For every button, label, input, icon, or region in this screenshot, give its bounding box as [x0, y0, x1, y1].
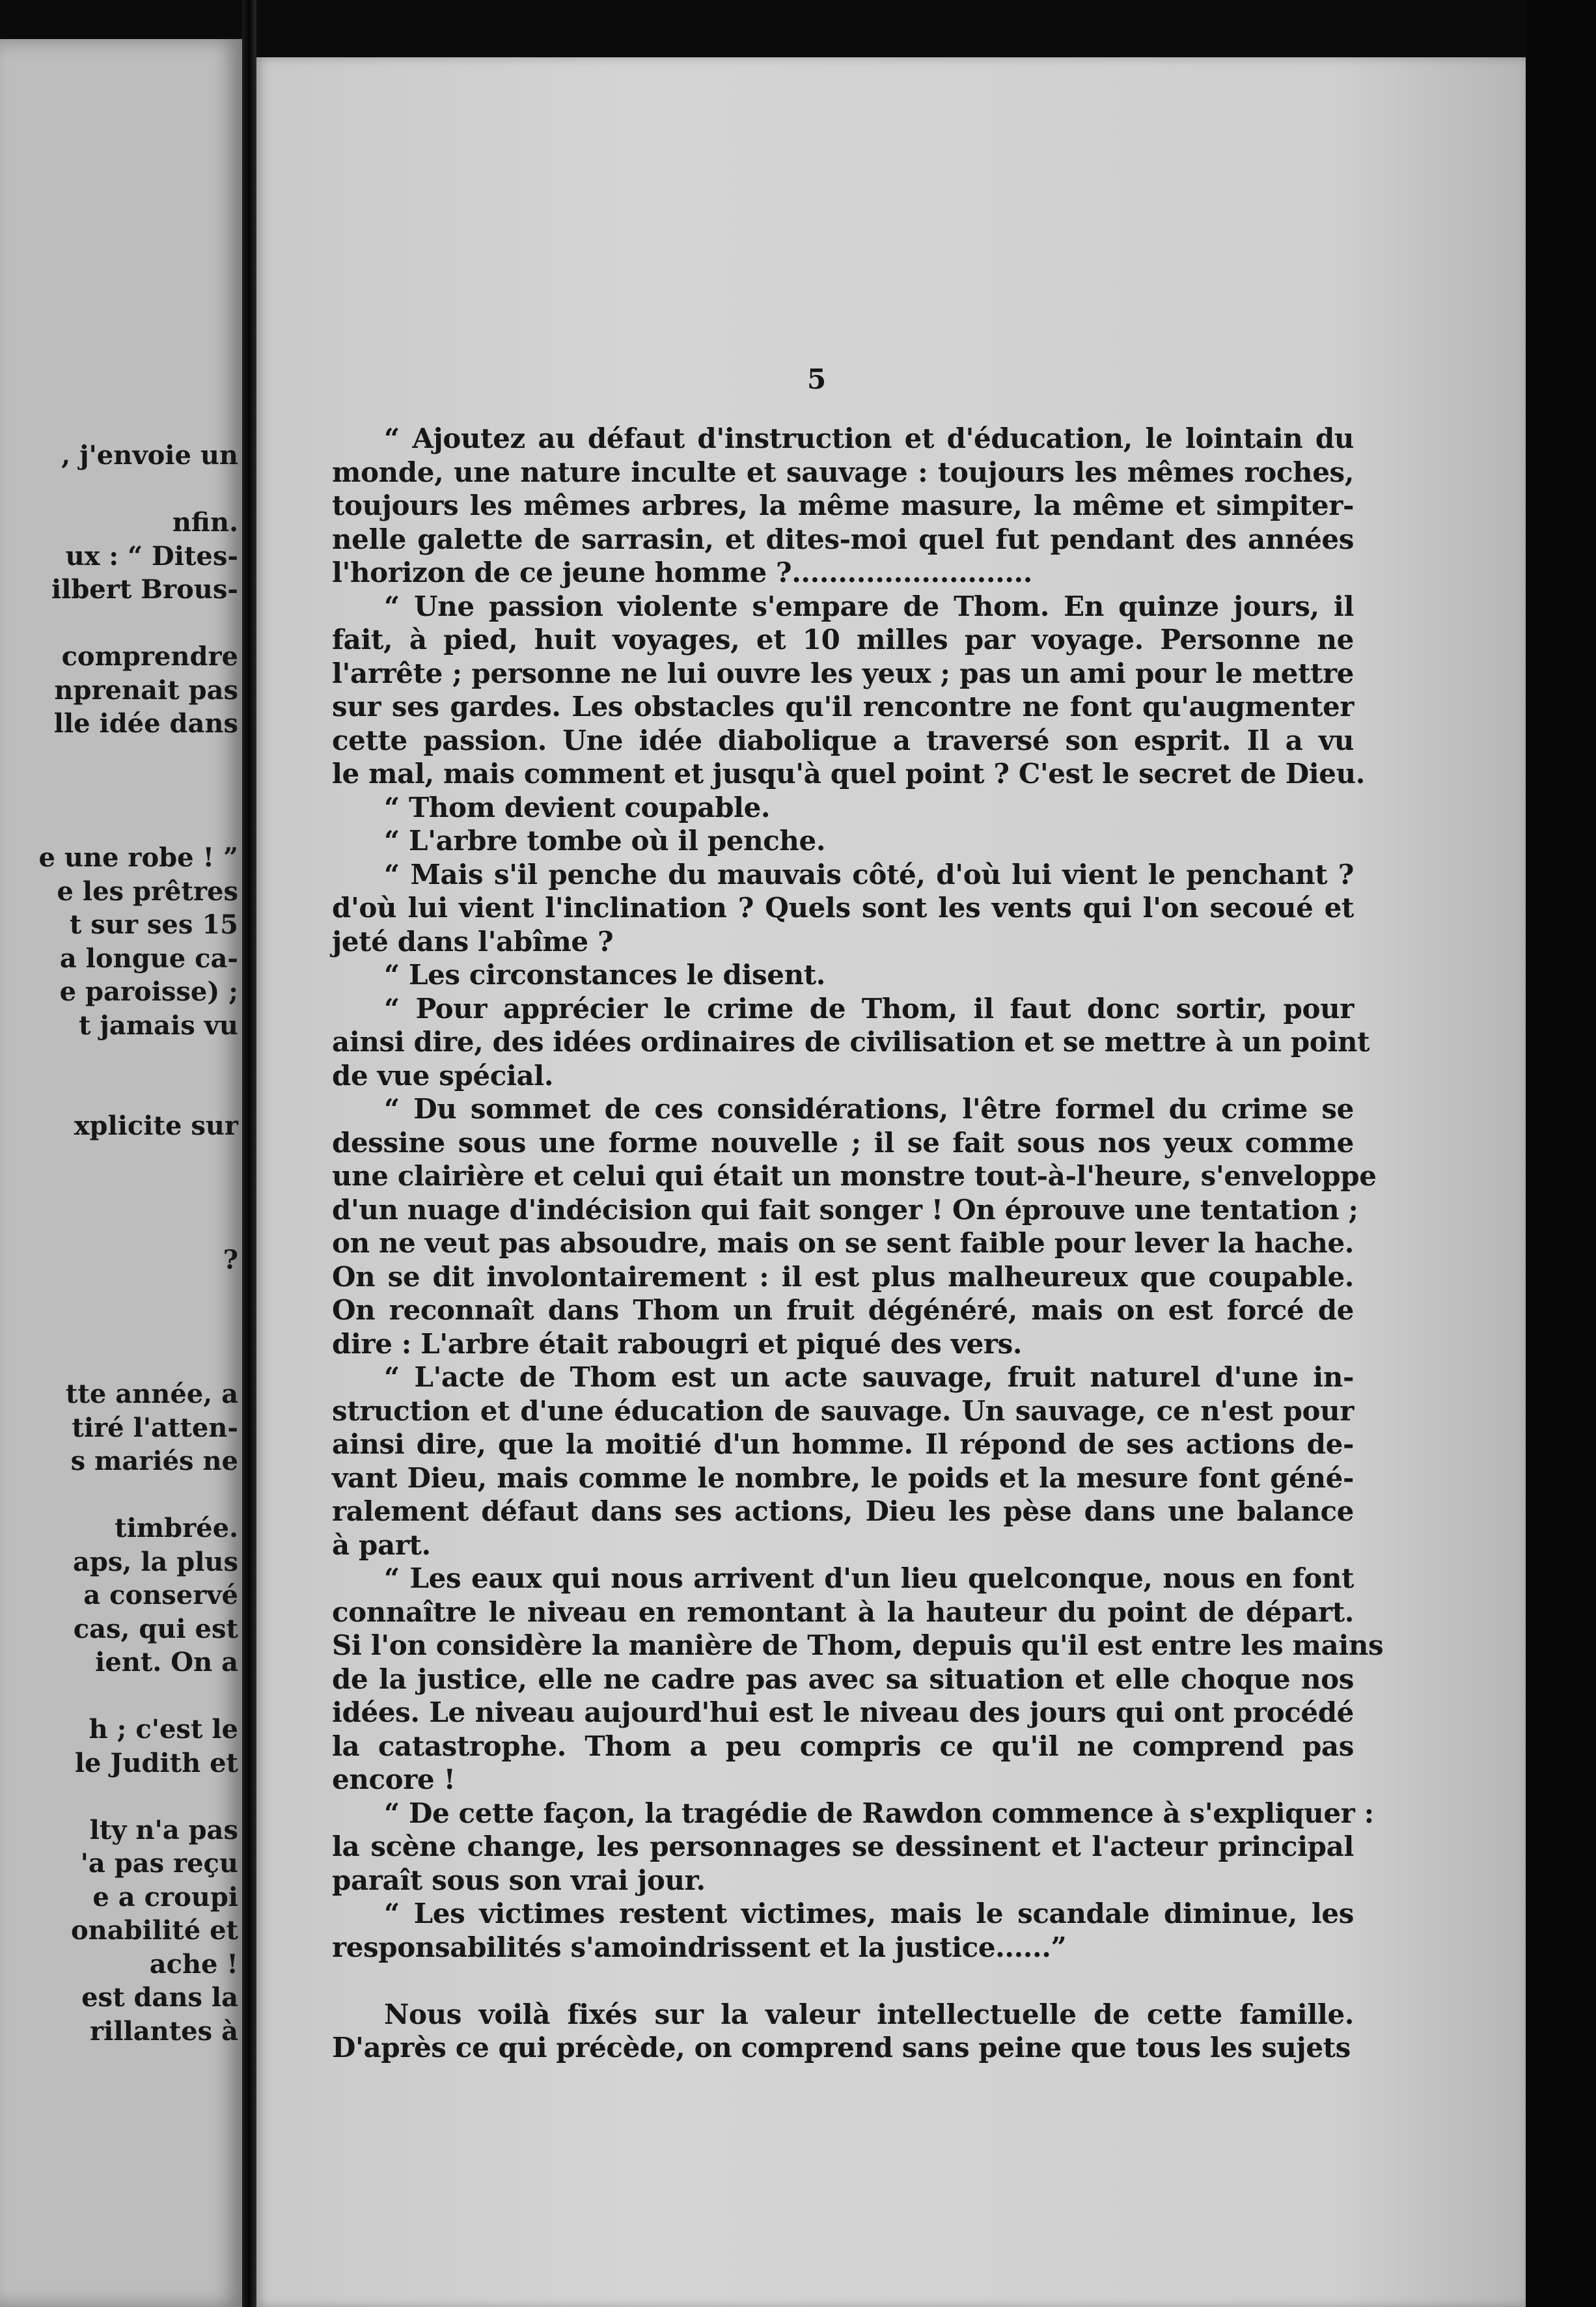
text-line: ainsi dire, que la moitié d'un homme. Il répond de ses actions de-: [332, 1428, 1354, 1460]
text-line: “ Mais s'il penche du mauvais côté, d'où lui vient le penchant ?: [384, 858, 1354, 891]
text-line: toujours les mêmes arbres, la même masure, la même et simpiter-: [332, 490, 1354, 521]
left-page-line: e a croupi: [92, 1881, 238, 1913]
text-line: “ Une passion violente s'empare de Thom. En quinze jours, il: [384, 590, 1354, 622]
left-page-line: s mariés ne: [70, 1446, 238, 1476]
left-page-line: aps, la plus: [72, 1546, 238, 1577]
text-line: nelle galette de sarrasin, et dites-moi quel fut pendant des années: [332, 523, 1354, 555]
left-page-line: 'a pas reçu: [80, 1848, 238, 1879]
left-page-line: ient. On a: [95, 1647, 238, 1678]
left-page-line: nfin.: [172, 507, 238, 538]
text-line: Nous voilà fixés sur la valeur intellectuelle de cette famille.: [384, 1998, 1354, 2030]
left-page-line: e les prêtres: [57, 876, 238, 907]
text-line: la scène change, les personnages se dessinent et l'acteur principal: [332, 1830, 1354, 1862]
left-page-line: a longue ca-: [59, 943, 238, 974]
text-line: Si l'on considère la manière de Thom, depuis qu'il est entre les mains: [332, 1629, 1384, 1661]
text-line: à part.: [332, 1528, 431, 1561]
text-line: “ Les victimes restent victimes, mais le scandale diminue, les: [384, 1898, 1354, 1929]
left-page-line: tiré l'atten-: [72, 1412, 238, 1443]
text-line: une clairière et celui qui était un monstre tout-à-l'heure, s'enveloppe: [332, 1160, 1377, 1192]
text-line: l'arrête ; personne ne lui ouvre les yeux ; pas un ami pour le mettre: [332, 657, 1354, 689]
scan-border: [1526, 0, 1596, 2307]
text-line: l'horizon de ce jeune homme ?..........................: [332, 557, 1032, 588]
left-page-line: comprendre: [61, 641, 238, 672]
left-page-line: h ; c'est le: [89, 1714, 238, 1745]
text-line: ralement défaut dans ses actions, Dieu les pèse dans une balance: [332, 1495, 1354, 1527]
previous-page-fragment: [0, 39, 242, 2307]
left-page-line: ?: [223, 1245, 238, 1275]
text-line: idées. Le niveau aujourd'hui est le niveau des jours qui ont procédé: [332, 1696, 1354, 1728]
text-line: la catastrophe. Thom a peu compris ce qu'il ne comprend pas: [332, 1730, 1354, 1762]
page-number: 5: [807, 363, 827, 395]
text-line: de vue spécial.: [332, 1059, 554, 1092]
left-page-line: t jamais vu: [79, 1010, 238, 1041]
paragraph-gap: [332, 1964, 1354, 1998]
text-line: de la justice, elle ne cadre pas avec sa situation et elle choque nos: [332, 1663, 1354, 1695]
text-line: “ Les circonstances le disent.: [384, 959, 825, 991]
left-page-line: est dans la: [81, 1982, 238, 2013]
left-page-line: e une robe ! ”: [38, 842, 238, 873]
text-line: le mal, mais comment et jusqu'à quel point ? C'est le secret de Dieu.: [332, 758, 1365, 790]
left-page-line: onabilité et: [70, 1915, 238, 1946]
body-text: [332, 422, 1384, 2065]
text-line: “ Du sommet de ces considérations, l'être formel du crime se: [384, 1093, 1354, 1125]
text-line: D'après ce qui précède, on comprend sans peine que tous les sujets: [332, 2032, 1351, 2064]
text-line: dessine sous une forme nouvelle ; il se fait sous nos yeux comme: [332, 1126, 1354, 1159]
left-page-line: a conservé: [83, 1580, 238, 1610]
left-page-line: rillantes à: [90, 2015, 238, 2047]
left-page-line: xplicite sur: [74, 1111, 238, 1141]
left-page-line: tte année, a: [65, 1379, 238, 1409]
left-page-line: cas, qui est: [73, 1613, 238, 1644]
left-page-line: ilbert Brous-: [51, 574, 238, 605]
text-line: dire : L'arbre était rabougri et piqué des vers.: [332, 1327, 1023, 1360]
left-page-line: timbrée.: [115, 1513, 238, 1543]
book-gutter: [242, 0, 256, 2307]
left-page-line: ache !: [149, 1948, 238, 1980]
text-line: paraît sous son vrai jour.: [332, 1864, 706, 1896]
text-line: fait, à pied, huit voyages, et 10 milles par voyage. Personne ne: [332, 624, 1354, 656]
left-page-line: nprenait pas: [54, 674, 238, 706]
text-line: “ L'acte de Thom est un acte sauvage, fruit naturel d'une in-: [384, 1361, 1354, 1393]
text-line: cette passion. Une idée diabolique a traversé son esprit. Il a vu: [332, 724, 1354, 756]
text-line: encore !: [332, 1763, 456, 1795]
text-line: On reconnaît dans Thom un fruit dégénéré, mais on est forcé de: [332, 1294, 1354, 1326]
text-line: on ne veut pas absoudre, mais on se sent faible pour lever la hache.: [332, 1227, 1354, 1259]
text-line: ainsi dire, des idées ordinaires de civilisation et se mettre à un point: [332, 1026, 1370, 1058]
text-line: “ Les eaux qui nous arrivent d'un lieu quelconque, nous en font: [384, 1562, 1354, 1594]
text-line: On se dit involontairement : il est plus malheureux que coupable.: [332, 1260, 1354, 1293]
text-line: “ De cette façon, la tragédie de Rawdon commence à s'expliquer :: [384, 1797, 1374, 1829]
left-page-line: lty n'a pas: [89, 1814, 238, 1845]
text-line: d'un nuage d'indécision qui fait songer ! On éprouve une tentation ;: [332, 1193, 1358, 1226]
text-line: sur ses gardes. Les obstacles qu'il rencontre ne font qu'augmenter: [332, 691, 1354, 723]
left-page-line: ux : “ Dites-: [65, 540, 238, 572]
text-line: “ Thom devient coupable.: [384, 791, 771, 823]
left-page-line: e paroisse) ;: [59, 976, 238, 1007]
text-line: connaître le niveau en remontant à la hauteur du point de départ.: [332, 1596, 1354, 1628]
text-line: monde, une nature inculte et sauvage : toujours les mêmes roches,: [332, 456, 1354, 488]
text-line: “ L'arbre tombe où il penche.: [384, 825, 826, 857]
text-line: “ Ajoutez au défaut d'instruction et d'éducation, le lointain du: [384, 422, 1354, 454]
left-page-line: , j'envoie un: [61, 440, 238, 471]
text-line: vant Dieu, mais comme le nombre, le poids et la mesure font géné-: [332, 1461, 1354, 1494]
text-line: “ Pour apprécier le crime de Thom, il faut donc sortir, pour: [384, 992, 1354, 1025]
current-page: [256, 57, 1526, 2307]
text-line: d'où lui vient l'inclination ? Quels sont les vents qui l'on secoué et: [332, 892, 1354, 924]
text-line: struction et d'une éducation de sauvage. Un sauvage, ce n'est pour: [332, 1394, 1354, 1427]
text-line: jeté dans l'abîme ?: [332, 925, 614, 958]
left-page-line: lle idée dans: [53, 708, 238, 739]
text-line: responsabilités s'amoindrissent et la justice......”: [332, 1931, 1067, 1963]
left-page-line: t sur ses 15: [69, 909, 238, 940]
left-page-line: le Judith et: [74, 1747, 238, 1778]
